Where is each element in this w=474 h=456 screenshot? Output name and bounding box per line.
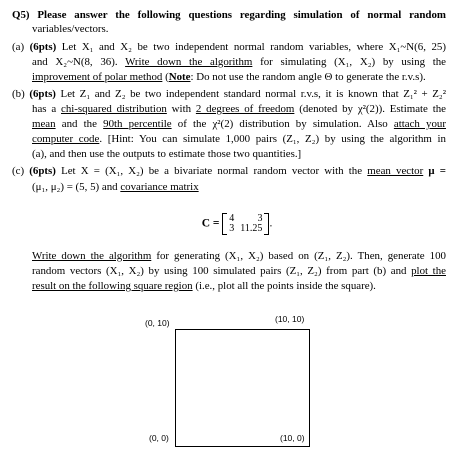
part-c-line3-underline: Write down the algorithm (32, 250, 152, 262)
part-c-line1-post: μ = (428, 165, 446, 177)
part-b-line3-underline-1: mean (32, 118, 56, 130)
part-b-line3-post: of the χ²(2) distribution by simulation. Also (177, 118, 388, 130)
part-a-line2-pre: and X₂~N(8, 36). (32, 56, 118, 68)
part-c-line5-post: (i.e., plot all the points inside the square). (195, 280, 376, 292)
question-title-continuation (32, 23, 446, 36)
part-b-points: (6pts) (29, 88, 56, 100)
part-b-line-4 (32, 133, 446, 146)
plot-square-region (175, 329, 310, 447)
part-b-line2-post: (denoted by χ²(2)). Estimate the (299, 103, 447, 115)
part-c-points: (6pts) (29, 165, 56, 177)
part-b-line4-underline: computer code (32, 133, 100, 145)
part-c-line-5 (32, 280, 446, 293)
part-b-line2-underline-2: 2 degrees of freedom (195, 103, 295, 115)
part-c-line4-pre: random vectors (X₁, X₂) by using 100 simulated pairs (Z₁, Z₂) from part (b) and (32, 265, 407, 277)
part-a-line3-post: : Do not use the random angle Θ to generate the r.v.s). (190, 71, 426, 83)
part-a-line3-underline: improvement of polar method (32, 71, 163, 83)
part-c-line2-pre: (μ₁, μ₂) = (5, 5) and (32, 181, 118, 193)
matrix-cell: 3 (257, 213, 263, 224)
part-a-note: Note (168, 71, 191, 83)
part-b-label: (b) (12, 88, 25, 100)
part-a-points: (6pts) (29, 41, 57, 53)
part-a-line1-text: Let X₁ and X₂ be two independent normal random variables, where X₁~N(6, 25) (61, 41, 446, 53)
part-a-label: (a) (12, 41, 25, 53)
part-c-line5-underline: result on the following square region (32, 280, 193, 292)
square-bottom-left-label: (0, 0) (149, 433, 169, 443)
part-b-line1-text: Let Z₁ and Z₂ be two independent standard normal r.v.s, it is known that Z₁² + Z₂² (60, 88, 446, 100)
part-b-line-3 (32, 118, 446, 131)
matrix-right-bracket (264, 213, 269, 235)
part-c-label: (c) (12, 165, 25, 177)
part-c-line1-pre: Let X = (X₁, X₂) be a bivariate normal random vector with the (61, 165, 363, 177)
part-c-line-4 (32, 265, 446, 278)
part-c-line2-underline: covariance matrix (120, 181, 199, 193)
part-b-line3-underline-3: attach your (393, 118, 446, 130)
part-c-line1-underline: mean vector (367, 165, 424, 177)
matrix-table (226, 214, 265, 234)
covariance-matrix-equation (0, 214, 474, 244)
question-title (12, 9, 446, 22)
matrix-end: . (269, 217, 273, 230)
part-a-line2-post: for simulating (X₁, X₂) by using the (260, 56, 447, 68)
part-b-line4-post: . [Hint: You can simulate 1,000 pairs (Z₁, Z₂) by using the algorithm in (99, 133, 446, 145)
covariance-matrix (222, 214, 269, 234)
part-a-line-1 (12, 41, 446, 54)
matrix-cell: 4 (229, 213, 235, 224)
part-a-line-3 (32, 71, 446, 84)
part-b-line3-mid: and the (61, 118, 97, 130)
part-b-line-2 (32, 103, 446, 116)
part-c-line-2 (32, 181, 446, 194)
part-c-line3-post: for generating (X₁, X₂) based on (Z₁, Z₂). Then, generate 100 (156, 250, 446, 262)
part-b-line5-text: (a), and then use the outputs to estimate those two quantities.] (32, 148, 302, 160)
matrix-cell: 11.25 (240, 223, 263, 234)
part-a-paren: ( (165, 71, 169, 83)
part-c-line-3 (32, 250, 446, 263)
part-c-line4-underline: plot the (411, 265, 446, 277)
part-a-line2-underline: Write down the algorithm (125, 56, 253, 68)
part-b-line2-mid: with (171, 103, 192, 115)
matrix-left-bracket (222, 213, 227, 235)
part-b-line-1 (12, 88, 446, 101)
square-top-left-label: (0, 10) (145, 318, 170, 328)
part-c-line-1 (12, 165, 446, 178)
square-top-right-label: (10, 10) (275, 314, 305, 324)
square-bottom-right-label: (10, 0) (280, 433, 305, 443)
matrix-cell: 3 (229, 223, 235, 234)
part-b-line-5 (32, 148, 446, 161)
title-cont-text: variables/vectors. (32, 23, 109, 35)
matrix-label: C = (201, 217, 220, 230)
part-b-line2-pre: has a (32, 103, 57, 115)
part-b-line2-underline-1: chi-squared distribution (61, 103, 167, 115)
part-a-line-2 (32, 56, 446, 69)
part-b-line3-underline-2: 90th percentile (103, 118, 172, 130)
title-text: Q5) Please answer the following questions regarding simulation of normal random (12, 9, 446, 21)
